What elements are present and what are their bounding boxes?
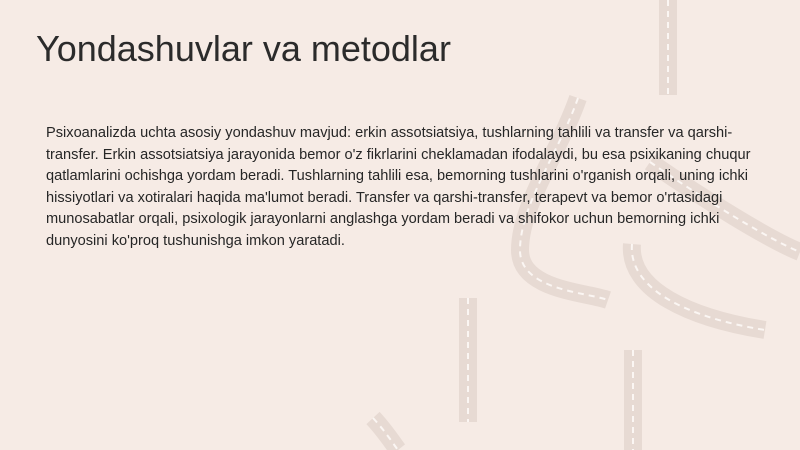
slide-title: Yondashuvlar va metodlar xyxy=(36,28,451,69)
slide-body-text: Psixoanalizda uchta asosiy yondashuv mavjud: erkin assotsiatsiya, tushlarning tahlili va transfer va qarshi-transfer. Erkin assotsiatsiya jarayonida bemor o'z fikrlarini cheklamadan ifodalaydi, bu esa psixikaning chuqur qatlamlarini ochishga yordam beradi. Tushlarning tahlili esa, bemorning tushlarini o'rganish orqali, uning ichki hissiyotlari va xotiralari haqida ma'lumot beradi. Transfer va qarshi-transfer, terapevt va bemor o'rtasidagi munosabatlar orqali, psixologik jarayonlarni anglashga yordam beradi va shifokor uchun bemorning ichki dunyosini ko'proq tushunishga imkon yaratadi. xyxy=(46,125,751,249)
